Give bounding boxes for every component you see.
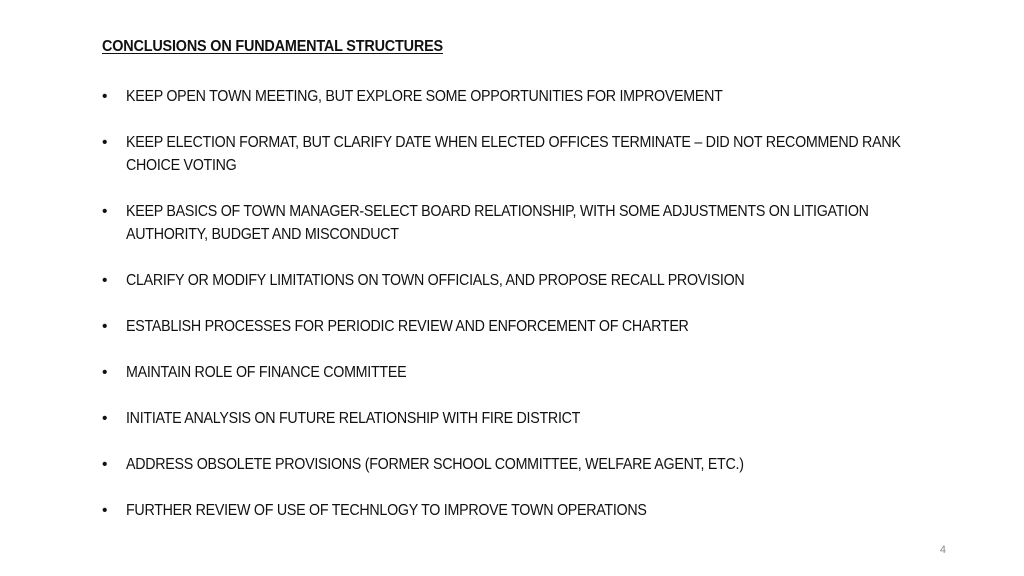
- bullet-item: [102, 85, 922, 108]
- bullet-icon: •: [102, 88, 108, 105]
- bullet-text: KEEP ELECTION FORMAT, BUT CLARIFY DATE WHEN ELECTED OFFICES TERMINATE – DID NOT RECOMMEND RANK CHOICE VOTING: [126, 134, 901, 174]
- bullet-item: [102, 453, 922, 476]
- bullet-icon: •: [102, 134, 108, 151]
- bullet-text: MAINTAIN ROLE OF FINANCE COMMITTEE: [126, 364, 407, 381]
- bullet-item: [102, 407, 922, 430]
- slide-title: CONCLUSIONS ON FUNDAMENTAL STRUCTURES: [102, 38, 443, 55]
- page-number: 4: [939, 544, 946, 556]
- bullet-text: KEEP OPEN TOWN MEETING, BUT EXPLORE SOME OPPORTUNITIES FOR IMPROVEMENT: [126, 88, 723, 105]
- bullet-icon: •: [102, 203, 108, 220]
- bullet-text: KEEP BASICS OF TOWN MANAGER-SELECT BOARD RELATIONSHIP, WITH SOME ADJUSTMENTS ON LITIGATION AUTHORITY, BUDGET AND MISCONDUCT: [126, 203, 869, 243]
- bullet-item: [102, 200, 922, 246]
- bullet-icon: •: [102, 272, 108, 289]
- bullet-icon: •: [102, 502, 108, 519]
- bullet-text: CLARIFY OR MODIFY LIMITATIONS ON TOWN OFFICIALS, AND PROPOSE RECALL PROVISION: [126, 272, 745, 289]
- bullet-item: [102, 131, 922, 177]
- bullet-text: INITIATE ANALYSIS ON FUTURE RELATIONSHIP WITH FIRE DISTRICT: [126, 410, 581, 427]
- bullet-item: [102, 361, 922, 384]
- bullet-icon: •: [102, 456, 108, 473]
- bullet-text: ADDRESS OBSOLETE PROVISIONS (FORMER SCHOOL COMMITTEE, WELFARE AGENT, ETC.): [126, 456, 744, 473]
- bullet-icon: •: [102, 318, 108, 335]
- bullet-icon: •: [102, 364, 108, 381]
- bullet-item: [102, 315, 922, 338]
- bullet-text: FURTHER REVIEW OF USE OF TECHNLOGY TO IMPROVE TOWN OPERATIONS: [126, 502, 647, 519]
- bullet-item: [102, 269, 922, 292]
- bullet-icon: •: [102, 410, 108, 427]
- bullet-list: [102, 85, 922, 545]
- bullet-text: ESTABLISH PROCESSES FOR PERIODIC REVIEW AND ENFORCEMENT OF CHARTER: [126, 318, 689, 335]
- bullet-item: [102, 499, 922, 522]
